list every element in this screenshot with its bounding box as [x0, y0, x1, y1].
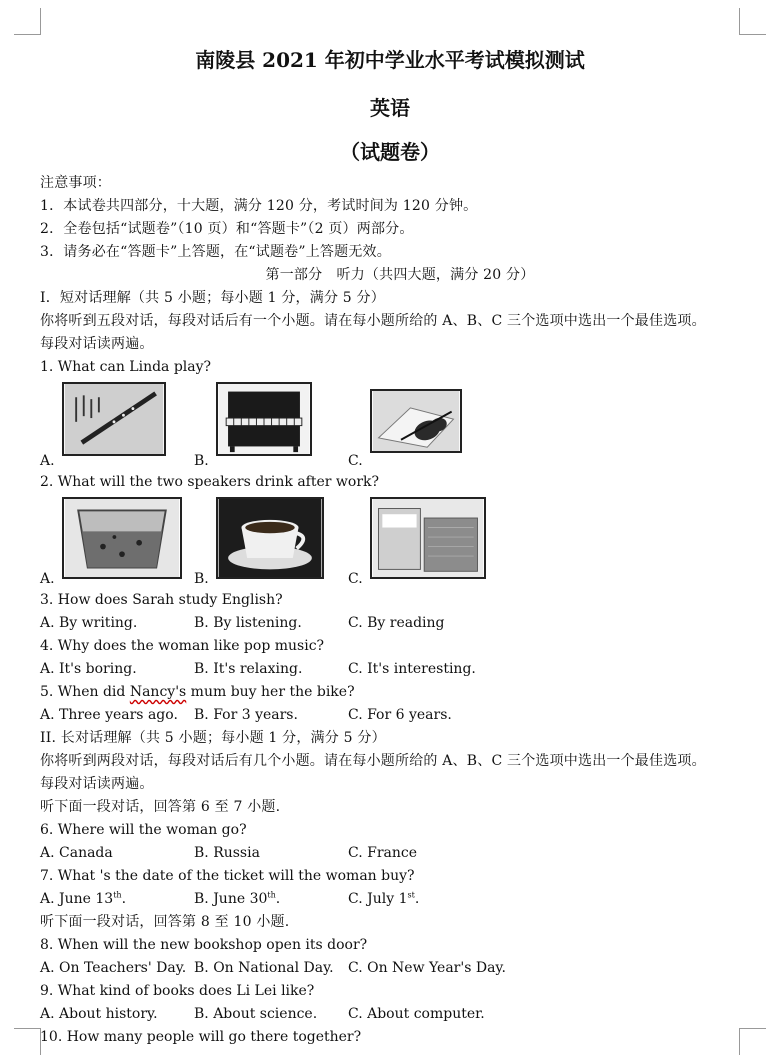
question-5-options — [40, 704, 760, 727]
ordinal-suffix: th — [267, 890, 276, 900]
option-text: C. July 1 — [348, 891, 408, 907]
dialog-1-instruction: 听下面一段对话，回答第 6 至 7 小题. — [40, 799, 281, 815]
option-b[interactable]: B. Russia — [194, 845, 260, 861]
dialog-2-instruction: 听下面一段对话，回答第 8 至 10 小题. — [40, 914, 290, 930]
option-label: C. — [348, 453, 363, 469]
option-a[interactable]: A. About history. — [40, 1006, 158, 1022]
corner-mark-top-left — [14, 8, 41, 35]
option-label: A. — [40, 453, 55, 469]
section2-heading: II. 长对话理解（共 5 小题；每小题 1 分，满分 5 分） — [40, 730, 386, 746]
option-c[interactable] — [348, 888, 419, 911]
stem-text: mum buy her the bike? — [186, 684, 355, 700]
stem-text: 5. When did — [40, 684, 130, 700]
question-4-stem: 4. Why does the woman like pop music? — [40, 638, 325, 654]
option-c[interactable]: C. By reading — [348, 615, 445, 631]
option-b[interactable] — [194, 888, 280, 911]
option-text: B. June 30 — [194, 891, 268, 907]
tea-glass-picture[interactable] — [62, 497, 182, 579]
question-4-options — [40, 658, 760, 681]
option-tail: . — [414, 891, 420, 907]
note-item: 1．本试卷共四部分，十大题，满分 120 分，考试时间为 120 分钟。 — [40, 198, 478, 214]
option-label: A. — [40, 571, 55, 587]
exam-title: 南陵县 2021 年初中学业水平考试模拟测试 — [195, 48, 585, 72]
option-a[interactable]: A. Three years ago. — [40, 707, 178, 723]
violin-picture[interactable] — [370, 389, 462, 453]
question-7-options — [40, 888, 760, 911]
question-10-stem: 10. How many people will go there together? — [40, 1029, 362, 1045]
question-9-stem: 9. What kind of books does Li Lei like? — [40, 983, 315, 999]
question-1-stem: 1. What can Linda play? — [40, 359, 212, 375]
note-item: 2．全卷包括“试题卷”（10 页）和“答题卡”（2 页）两部分。 — [40, 221, 414, 237]
note-item: 3．请务必在“答题卡”上答题，在“试题卷”上答题无效。 — [40, 244, 391, 260]
flute-picture[interactable] — [62, 382, 166, 456]
corner-mark-bottom-left — [14, 1028, 41, 1055]
section1-heading: I．短对话理解（共 5 小题；每小题 1 分，满分 5 分） — [40, 290, 385, 306]
question-3-stem: 3. How does Sarah study English? — [40, 592, 283, 608]
option-tail: . — [275, 891, 281, 907]
notes-heading: 注意事项： — [40, 175, 111, 191]
section2-instruction: 你将听到两段对话，每段对话后有几个小题。请在每小题所给的 A、B、C 三个选项中选出一个最佳选项。 — [40, 753, 706, 769]
part1-heading: 第一部分 听力（共四大题，满分 20 分） — [265, 267, 535, 283]
coffee-cup-picture[interactable] — [216, 497, 324, 579]
option-b[interactable]: B. On National Day. — [194, 960, 334, 976]
question-1-pictures — [40, 379, 760, 471]
piano-picture[interactable] — [216, 382, 312, 456]
option-a[interactable]: A. By writing. — [40, 615, 138, 631]
question-9-options — [40, 1003, 760, 1026]
question-7-stem: 7. What 's the date of the ticket will the woman buy? — [40, 868, 415, 884]
exam-content — [40, 172, 760, 1049]
ordinal-suffix: st — [407, 890, 415, 900]
question-8-options — [40, 957, 760, 980]
option-label: C. — [348, 571, 363, 587]
question-6-stem: 6. Where will the woman go? — [40, 822, 247, 838]
section1-instruction: 你将听到五段对话，每段对话后有一个小题。请在每小题所给的 A、B、C 三个选项中选出一个最佳选项。 — [40, 313, 706, 329]
option-c[interactable]: C. It's interesting. — [348, 661, 476, 677]
question-5-stem — [40, 681, 760, 704]
option-a[interactable]: A. On Teachers' Day. — [40, 960, 187, 976]
ordinal-suffix: th — [113, 890, 122, 900]
corner-mark-top-right — [739, 8, 766, 35]
option-a[interactable] — [40, 888, 126, 911]
section2-instruction: 每段对话读两遍。 — [40, 776, 154, 792]
milk-carton-picture[interactable] — [370, 497, 486, 579]
option-label: B. — [194, 571, 209, 587]
question-8-stem: 8. When will the new bookshop open its door? — [40, 937, 368, 953]
option-text: A. June 13 — [40, 891, 114, 907]
option-c[interactable]: C. On New Year's Day. — [348, 960, 506, 976]
exam-booklet: （试题卷） — [340, 140, 440, 164]
question-2-stem: 2. What will the two speakers drink after work? — [40, 474, 380, 490]
spellcheck-word: Nancy's — [129, 684, 187, 700]
option-a[interactable]: A. Canada — [40, 845, 113, 861]
question-3-options — [40, 612, 760, 635]
option-c[interactable]: C. About computer. — [348, 1006, 485, 1022]
option-label: B. — [194, 453, 209, 469]
section1-instruction: 每段对话读两遍。 — [40, 336, 154, 352]
option-b[interactable]: B. For 3 years. — [194, 707, 298, 723]
exam-subject: 英语 — [370, 96, 410, 120]
option-c[interactable]: C. France — [348, 845, 418, 861]
question-6-options — [40, 842, 760, 865]
option-b[interactable]: B. About science. — [194, 1006, 318, 1022]
question-2-pictures — [40, 494, 760, 589]
option-tail: . — [121, 891, 127, 907]
option-b[interactable]: B. It's relaxing. — [194, 661, 303, 677]
option-b[interactable]: B. By listening. — [194, 615, 302, 631]
option-c[interactable]: C. For 6 years. — [348, 707, 452, 723]
option-a[interactable]: A. It's boring. — [40, 661, 137, 677]
